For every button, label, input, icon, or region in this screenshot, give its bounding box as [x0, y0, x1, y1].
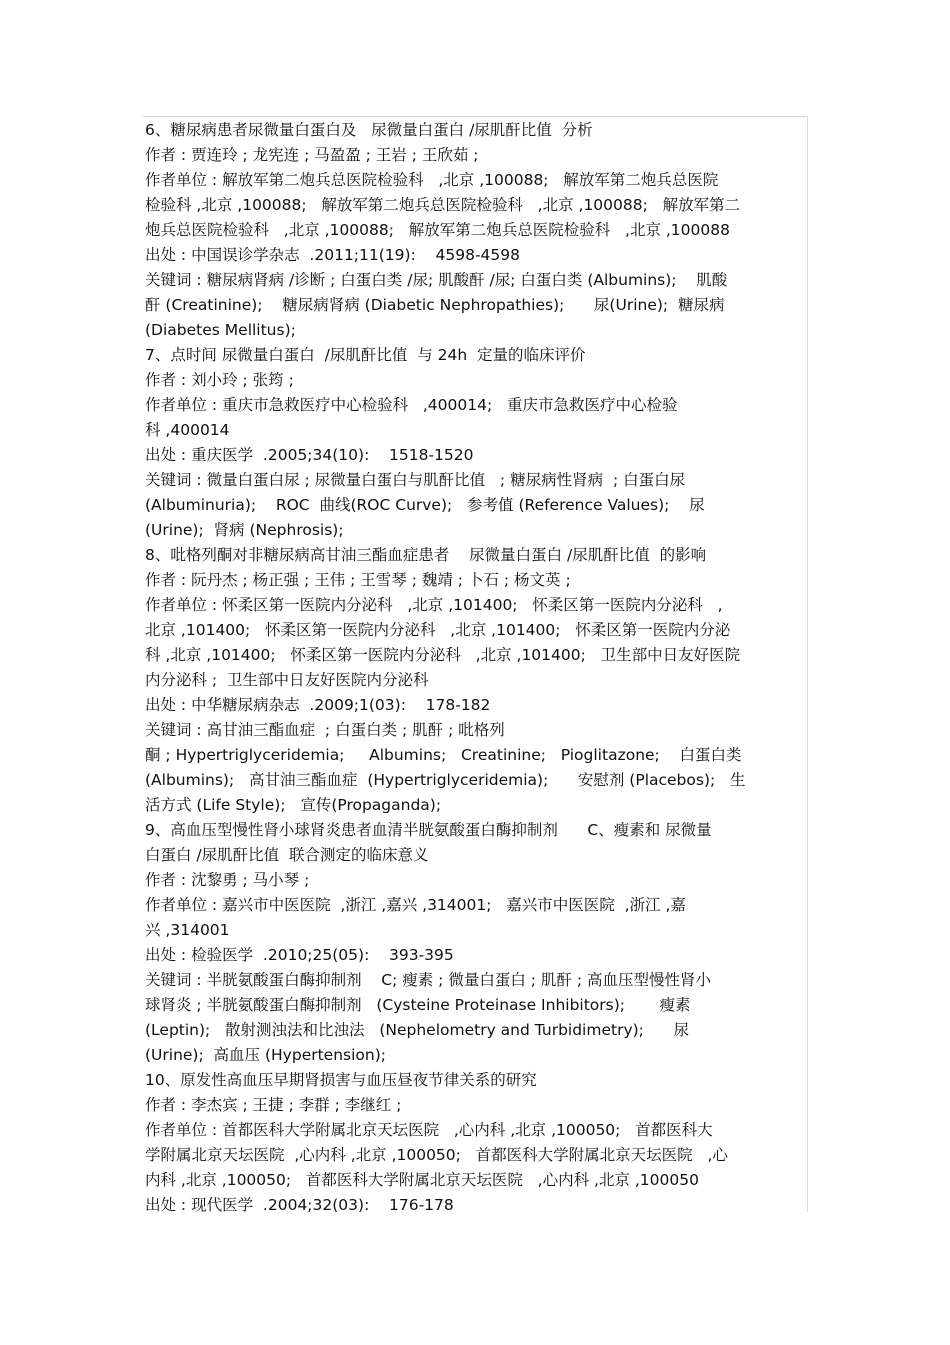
entry-title: 白蛋白 /尿肌酐比值 联合测定的临床意义	[145, 846, 429, 864]
entry-6	[145, 118, 805, 343]
entry-7	[145, 343, 805, 543]
entry-8	[145, 543, 805, 818]
entry-authors: 作者 : 刘小玲 ; 张筠 ;	[145, 371, 294, 389]
entry-title: 6、糖尿病患者尿微量白蛋白及 尿微量白蛋白 /尿肌酐比值 分析	[145, 121, 593, 139]
entry-keywords: (Urine); 肾病 (Nephrosis);	[145, 521, 344, 539]
entry-affiliation: 北京 ,101400; 怀柔区第一医院内分泌科 ,北京 ,101400; 怀柔区第一医院内分泌	[145, 621, 731, 639]
entry-keywords: (Leptin); 散射测浊法和比浊法 (Nephelometry and Turbidimetry); 尿	[145, 1021, 689, 1039]
entry-affiliation: 科 ,400014	[145, 421, 230, 439]
entry-10	[145, 1068, 805, 1218]
entry-keywords: 关键词 : 糖尿病肾病 /诊断 ; 白蛋白类 /尿; 肌酸酐 /尿; 白蛋白类 (Albumins); 肌酸	[145, 271, 728, 289]
entry-affiliation: 内分泌科 ; 卫生部中日友好医院内分泌科	[145, 671, 429, 689]
entry-authors: 作者 : 贾连玲 ; 龙宪连 ; 马盈盈 ; 王岩 ; 王欣茹 ;	[145, 146, 479, 164]
entry-keywords: 球肾炎 ; 半胱氨酸蛋白酶抑制剂 (Cysteine Proteinase Inhibitors); 瘦素	[145, 996, 691, 1014]
entry-title: 8、吡格列酮对非糖尿病高甘油三酯血症患者 尿微量白蛋白 /尿肌酐比值 的影响	[145, 546, 707, 564]
entry-affiliation: 作者单位 : 嘉兴市中医医院 ,浙江 ,嘉兴 ,314001; 嘉兴市中医医院 ,浙江 ,嘉	[145, 896, 686, 914]
entry-keywords: 关键词 : 半胱氨酸蛋白酶抑制剂 C; 瘦素 ; 微量白蛋白 ; 肌酐 ; 高血压型慢性肾小	[145, 971, 711, 989]
entry-affiliation: 炮兵总医院检验科 ,北京 ,100088; 解放军第二炮兵总医院检验科 ,北京 ,100088	[145, 221, 730, 239]
entry-source: 出处 : 重庆医学 .2005;34(10): 1518-1520	[145, 446, 474, 464]
entry-source: 出处 : 中华糖尿病杂志 .2009;1(03): 178-182	[145, 696, 491, 714]
document-body	[145, 118, 805, 1218]
entry-authors: 作者 : 李杰宾 ; 王捷 ; 李群 ; 李继红 ;	[145, 1096, 402, 1114]
entry-keywords: 活方式 (Life Style); 宣传(Propaganda);	[145, 796, 442, 814]
entry-affiliation: 检验科 ,北京 ,100088; 解放军第二炮兵总医院检验科 ,北京 ,100088; 解放军第二	[145, 196, 741, 214]
entry-affiliation: 内科 ,北京 ,100050; 首都医科大学附属北京天坛医院 ,心内科 ,北京 ,100050	[145, 1171, 699, 1189]
entry-authors: 作者 : 阮丹杰 ; 杨正强 ; 王伟 ; 王雪琴 ; 魏靖 ; 卜石 ; 杨文英 ;	[145, 571, 571, 589]
entry-keywords: (Albuminuria); ROC 曲线(ROC Curve); 参考值 (Reference Values); 尿	[145, 496, 705, 514]
entry-title: 7、点时间 尿微量白蛋白 /尿肌酐比值 与 24h 定量的临床评价	[145, 346, 586, 364]
entry-source: 出处 : 现代医学 .2004;32(03): 176-178	[145, 1196, 454, 1214]
entry-affiliation: 作者单位 : 解放军第二炮兵总医院检验科 ,北京 ,100088; 解放军第二炮兵总医院	[145, 171, 719, 189]
entry-keywords: 关键词 : 高甘油三酯血症 ; 白蛋白类 ; 肌酐 ; 吡格列	[145, 721, 505, 739]
entry-affiliation: 作者单位 : 首都医科大学附属北京天坛医院 ,心内科 ,北京 ,100050; 首都医科大	[145, 1121, 713, 1139]
entry-keywords: (Urine); 高血压 (Hypertension);	[145, 1046, 386, 1064]
entry-title: 9、高血压型慢性肾小球肾炎患者血清半胱氨酸蛋白酶抑制剂 C、瘦素和 尿微量	[145, 821, 712, 839]
entry-keywords: (Diabetes Mellitus);	[145, 321, 296, 339]
entry-keywords: (Albumins); 高甘油三酯血症 (Hypertriglyceridemia); 安慰剂 (Placebos); 生	[145, 771, 746, 789]
entry-affiliation: 兴 ,314001	[145, 921, 230, 939]
entry-keywords: 关键词 : 微量白蛋白尿 ; 尿微量白蛋白与肌酐比值 ; 糖尿病性肾病 ; 白蛋白尿	[145, 471, 686, 489]
entry-keywords: 酮 ; Hypertriglyceridemia; Albumins; Creatinine; Pioglitazone; 白蛋白类	[145, 746, 742, 764]
entry-affiliation: 作者单位 : 怀柔区第一医院内分泌科 ,北京 ,101400; 怀柔区第一医院内分泌科 ,	[145, 596, 723, 614]
entry-source: 出处 : 中国误诊学杂志 .2011;11(19): 4598-4598	[145, 246, 520, 264]
entry-keywords: 酐 (Creatinine); 糖尿病肾病 (Diabetic Nephropathies); 尿(Urine); 糖尿病	[145, 296, 725, 314]
entry-affiliation: 科 ,北京 ,101400; 怀柔区第一医院内分泌科 ,北京 ,101400; 卫生部中日友好医院	[145, 646, 741, 664]
entry-9	[145, 818, 805, 1068]
entry-affiliation: 作者单位 : 重庆市急救医疗中心检验科 ,400014; 重庆市急救医疗中心检验	[145, 396, 678, 414]
entry-source: 出处 : 检验医学 .2010;25(05): 393-395	[145, 946, 454, 964]
entry-authors: 作者 : 沈黎勇 ; 马小琴 ;	[145, 871, 310, 889]
entry-title: 10、原发性高血压早期肾损害与血压昼夜节律关系的研究	[145, 1071, 537, 1089]
entry-affiliation: 学附属北京天坛医院 ,心内科 ,北京 ,100050; 首都医科大学附属北京天坛医院 ,心	[145, 1146, 728, 1164]
